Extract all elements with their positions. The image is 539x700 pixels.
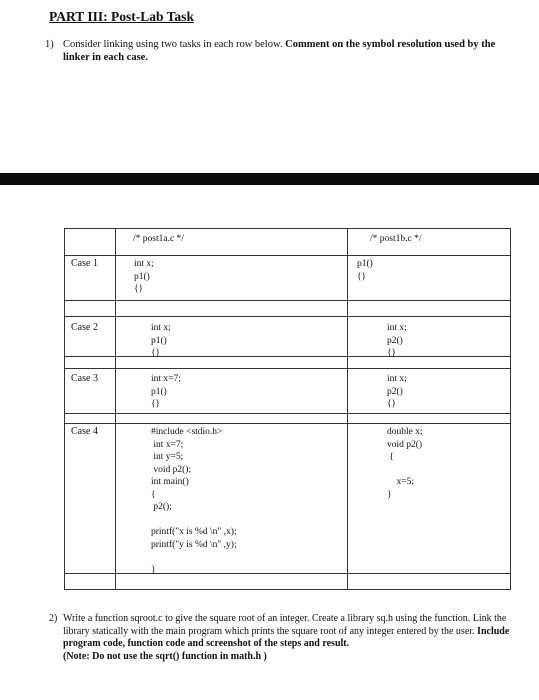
- table-row-divider: [64, 368, 511, 369]
- table-border-left: [64, 228, 65, 590]
- question-2: [49, 613, 519, 663]
- table-header-divider: [64, 255, 511, 256]
- case-3-post1a-code: int x=7; p1() {}: [151, 374, 181, 409]
- case-1-post1a-code: int x; p1() {}: [134, 259, 154, 294]
- question-2-bold-text: Include program code, function code and screenshot of the steps and result.: [63, 625, 510, 649]
- table-border-top: [64, 228, 511, 229]
- question-2-number: 2): [49, 613, 58, 624]
- table-column-divider: [115, 228, 116, 590]
- question-2-note: (Note: Do not use the sqrt() function in math.h ): [63, 650, 267, 662]
- table-row-divider: [64, 356, 511, 357]
- table-row-divider: [64, 423, 511, 424]
- case-2-post1b-code: int x; p2() {}: [387, 323, 407, 358]
- header-post1a: /* post1a.c */: [133, 234, 184, 244]
- table-row-divider: [64, 300, 511, 301]
- case-1-post1b-code: p1() {}: [357, 259, 373, 282]
- question-1-bold-text: Comment on the symbol resolution used by the linker in each case.: [63, 39, 496, 63]
- page-title: PART III: Post-Lab Task: [49, 9, 194, 24]
- case-label: Case 1: [71, 258, 98, 269]
- table-border-right: [510, 228, 511, 590]
- table-border-bottom: [64, 589, 511, 590]
- table-row-divider: [64, 413, 511, 414]
- header-post1b: /* post1b.c */: [370, 234, 422, 244]
- table-row-divider: [64, 316, 511, 317]
- question-1-text: Consider linking using two tasks in each row below.: [63, 39, 283, 50]
- case-label: Case 2: [71, 322, 98, 333]
- table-column-divider: [347, 228, 348, 590]
- question-1-number: 1): [45, 39, 54, 50]
- case-label: Case 3: [71, 373, 98, 384]
- case-4-post1b-code: double x; void p2() { x=5; }: [387, 427, 423, 500]
- case-3-post1b-code: int x; p2() {}: [387, 374, 407, 409]
- question-2-text: Write a function sqroot.c to give the square root of an integer. Create a library sq.h using the function. Link the library statically with the main program which prints the square root of any integer entered by the user.: [63, 613, 507, 637]
- case-label: Case 4: [71, 426, 98, 437]
- case-4-post1a-code: #include <stdio.h> int x=7; int y=5; void p2(); int main() { p2(); printf("x is %d \n" ,x); printf("y is %d \n" ,y); }: [151, 427, 237, 575]
- table-row-divider: [64, 573, 511, 574]
- case-2-post1a-code: int x; p1() {}: [151, 323, 171, 358]
